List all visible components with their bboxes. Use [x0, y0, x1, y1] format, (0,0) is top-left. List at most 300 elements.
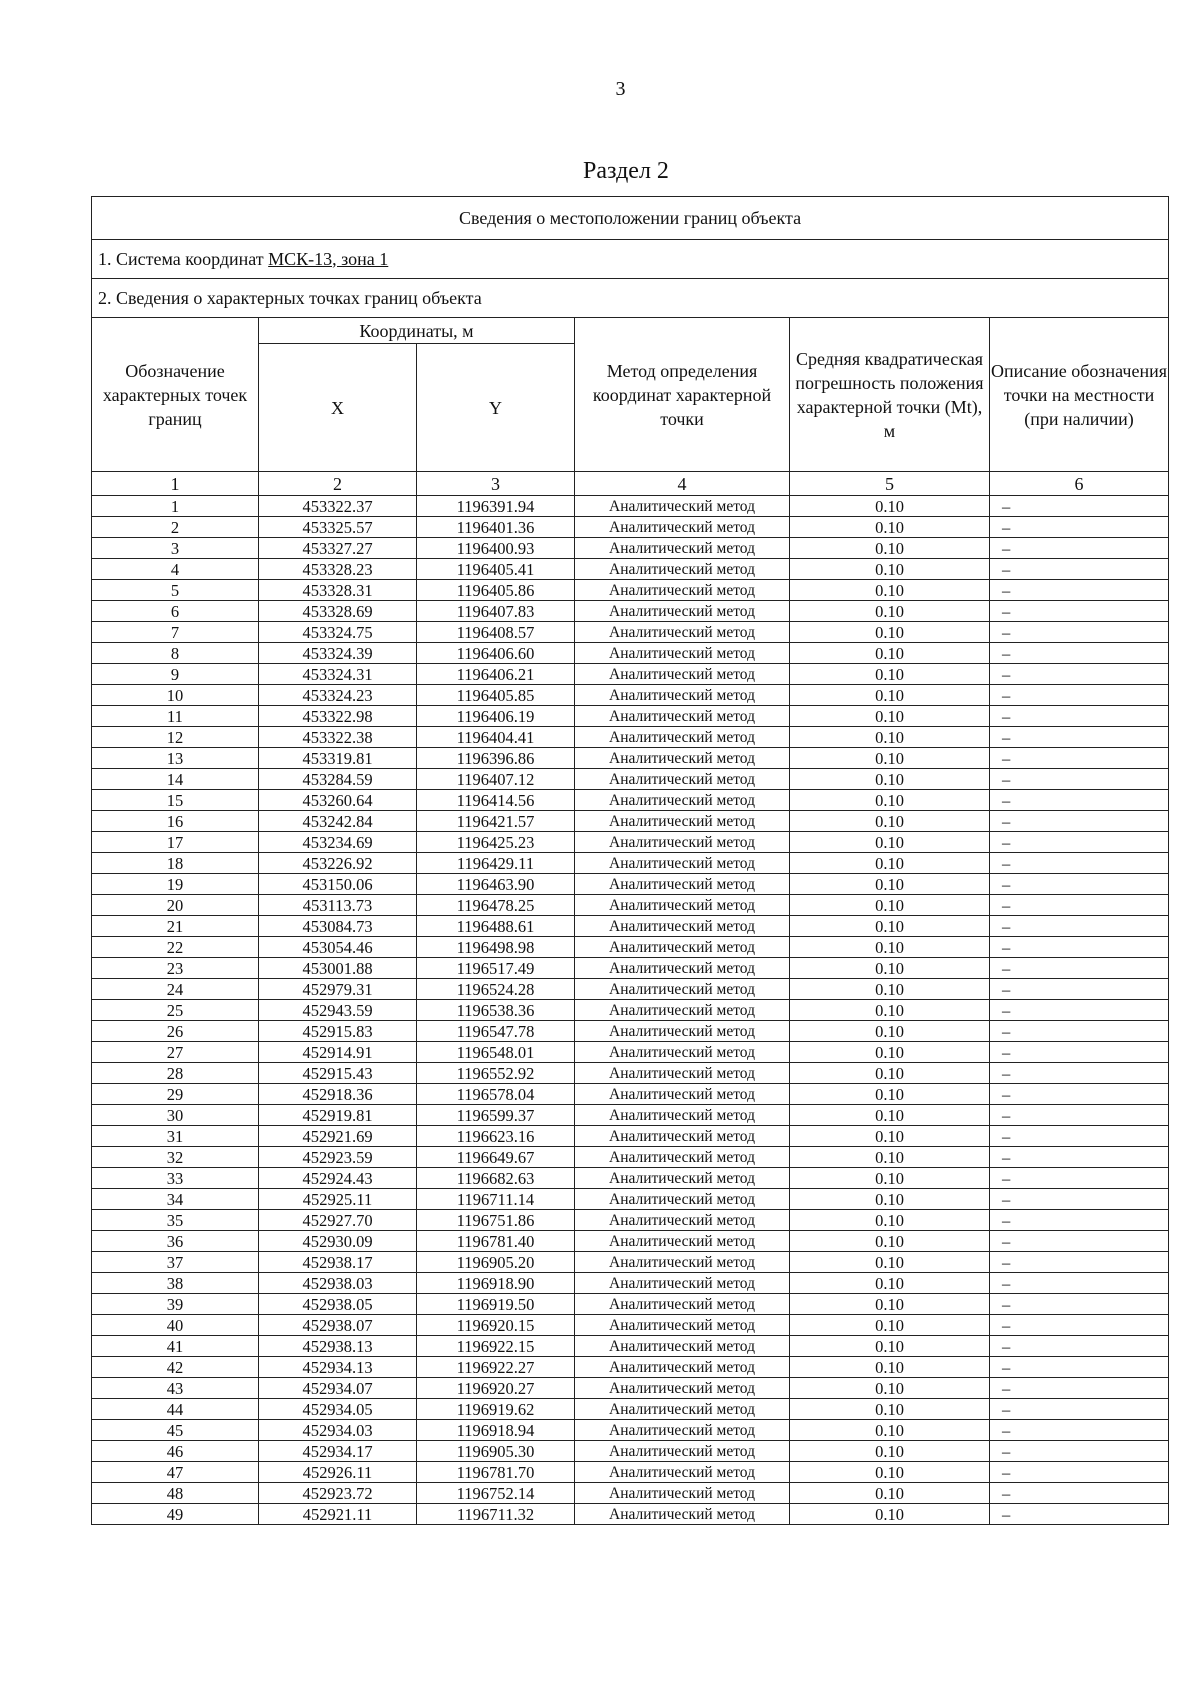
point-number-cell: 31 [92, 1126, 259, 1147]
description-cell: – [990, 559, 1169, 580]
x-coordinate-cell: 453328.31 [259, 580, 417, 601]
table-row [92, 1357, 1169, 1378]
method-cell: Аналитический метод [575, 1462, 790, 1483]
point-number-cell: 23 [92, 958, 259, 979]
point-number-cell: 33 [92, 1168, 259, 1189]
y-coordinate-cell: 1196919.50 [417, 1294, 575, 1315]
method-cell: Аналитический метод [575, 580, 790, 601]
error-cell: 0.10 [790, 706, 990, 727]
method-cell: Аналитический метод [575, 1273, 790, 1294]
point-number-cell: 5 [92, 580, 259, 601]
error-cell: 0.10 [790, 1336, 990, 1357]
error-cell: 0.10 [790, 748, 990, 769]
method-cell: Аналитический метод [575, 517, 790, 538]
description-cell: – [990, 1504, 1169, 1525]
y-coordinate-cell: 1196547.78 [417, 1021, 575, 1042]
point-number-cell: 12 [92, 727, 259, 748]
description-cell: – [990, 622, 1169, 643]
x-coordinate-cell: 452938.13 [259, 1336, 417, 1357]
point-number-cell: 25 [92, 1000, 259, 1021]
error-cell: 0.10 [790, 1483, 990, 1504]
error-cell: 0.10 [790, 916, 990, 937]
table-row [92, 1126, 1169, 1147]
table-row [92, 1441, 1169, 1462]
table-row [92, 1399, 1169, 1420]
y-coordinate-cell: 1196752.14 [417, 1483, 575, 1504]
table-row [92, 1231, 1169, 1252]
error-cell: 0.10 [790, 1378, 990, 1399]
x-coordinate-cell: 453319.81 [259, 748, 417, 769]
y-coordinate-cell: 1196517.49 [417, 958, 575, 979]
y-coordinate-cell: 1196623.16 [417, 1126, 575, 1147]
table-row [92, 1483, 1169, 1504]
table-row [92, 643, 1169, 664]
y-coordinate-cell: 1196407.12 [417, 769, 575, 790]
point-number-cell: 28 [92, 1063, 259, 1084]
x-coordinate-cell: 453322.98 [259, 706, 417, 727]
y-coordinate-cell: 1196578.04 [417, 1084, 575, 1105]
method-cell: Аналитический метод [575, 769, 790, 790]
point-number-cell: 17 [92, 832, 259, 853]
x-coordinate-cell: 453328.69 [259, 601, 417, 622]
x-coordinate-cell: 452914.91 [259, 1042, 417, 1063]
x-coordinate-cell: 453234.69 [259, 832, 417, 853]
description-cell: – [990, 790, 1169, 811]
method-cell: Аналитический метод [575, 1042, 790, 1063]
point-number-cell: 14 [92, 769, 259, 790]
method-cell: Аналитический метод [575, 559, 790, 580]
error-cell: 0.10 [790, 832, 990, 853]
description-cell: – [990, 664, 1169, 685]
description-cell: – [990, 1420, 1169, 1441]
x-coordinate-cell: 453327.27 [259, 538, 417, 559]
method-cell: Аналитический метод [575, 1084, 790, 1105]
x-coordinate-cell: 452915.43 [259, 1063, 417, 1084]
x-coordinate-cell: 453054.46 [259, 937, 417, 958]
table-row [92, 517, 1169, 538]
point-number-cell: 10 [92, 685, 259, 706]
method-cell: Аналитический метод [575, 958, 790, 979]
point-number-cell: 9 [92, 664, 259, 685]
description-cell: – [990, 937, 1169, 958]
table-row [92, 727, 1169, 748]
description-cell: – [990, 580, 1169, 601]
x-coordinate-cell: 452919.81 [259, 1105, 417, 1126]
error-cell: 0.10 [790, 559, 990, 580]
table-row [92, 895, 1169, 916]
x-coordinate-cell: 452934.17 [259, 1441, 417, 1462]
description-cell: – [990, 517, 1169, 538]
method-cell: Аналитический метод [575, 1168, 790, 1189]
x-coordinate-cell: 453226.92 [259, 853, 417, 874]
table-row [92, 958, 1169, 979]
error-cell: 0.10 [790, 1462, 990, 1483]
column-number: 2 [259, 472, 417, 496]
point-number-cell: 36 [92, 1231, 259, 1252]
table-row [92, 1210, 1169, 1231]
point-number-cell: 8 [92, 643, 259, 664]
method-cell: Аналитический метод [575, 1357, 790, 1378]
table-row [92, 1273, 1169, 1294]
point-number-cell: 43 [92, 1378, 259, 1399]
error-cell: 0.10 [790, 811, 990, 832]
method-cell: Аналитический метод [575, 874, 790, 895]
x-coordinate-cell: 452938.07 [259, 1315, 417, 1336]
point-number-cell: 38 [92, 1273, 259, 1294]
y-coordinate-cell: 1196918.90 [417, 1273, 575, 1294]
y-coordinate-cell: 1196711.14 [417, 1189, 575, 1210]
section-title: Раздел 2 [583, 158, 669, 184]
description-cell: – [990, 1336, 1169, 1357]
y-coordinate-cell: 1196781.40 [417, 1231, 575, 1252]
error-cell: 0.10 [790, 622, 990, 643]
x-coordinate-cell: 453322.37 [259, 496, 417, 517]
y-coordinate-cell: 1196548.01 [417, 1042, 575, 1063]
y-coordinate-cell: 1196391.94 [417, 496, 575, 517]
x-coordinate-cell: 452915.83 [259, 1021, 417, 1042]
description-cell: – [990, 874, 1169, 895]
point-number-cell: 27 [92, 1042, 259, 1063]
x-coordinate-cell: 453324.39 [259, 643, 417, 664]
x-coordinate-cell: 453242.84 [259, 811, 417, 832]
x-coordinate-cell: 452934.13 [259, 1357, 417, 1378]
coordinate-system-label: 1. Система координат [98, 248, 264, 269]
error-cell: 0.10 [790, 1294, 990, 1315]
error-cell: 0.10 [790, 1084, 990, 1105]
method-cell: Аналитический метод [575, 1189, 790, 1210]
table-row [92, 1504, 1169, 1525]
point-number-cell: 18 [92, 853, 259, 874]
description-cell: – [990, 811, 1169, 832]
y-coordinate-cell: 1196922.27 [417, 1357, 575, 1378]
x-coordinate-cell: 452923.59 [259, 1147, 417, 1168]
x-coordinate-cell: 452934.03 [259, 1420, 417, 1441]
point-number-cell: 16 [92, 811, 259, 832]
description-cell: – [990, 1252, 1169, 1273]
method-cell: Аналитический метод [575, 1147, 790, 1168]
error-header: Средняя квадратическая погрешность положения характерной точки (Mt), м [790, 318, 990, 472]
y-coordinate-cell: 1196405.85 [417, 685, 575, 706]
table-row [92, 1294, 1169, 1315]
error-cell: 0.10 [790, 1000, 990, 1021]
table-row [92, 580, 1169, 601]
description-cell: – [990, 853, 1169, 874]
description-cell: – [990, 748, 1169, 769]
y-coordinate-cell: 1196396.86 [417, 748, 575, 769]
method-cell: Аналитический метод [575, 1378, 790, 1399]
error-cell: 0.10 [790, 1441, 990, 1462]
description-cell: – [990, 1399, 1169, 1420]
table-row [92, 664, 1169, 685]
x-coordinate-cell: 453150.06 [259, 874, 417, 895]
error-cell: 0.10 [790, 517, 990, 538]
point-number-cell: 3 [92, 538, 259, 559]
description-cell: – [990, 1189, 1169, 1210]
table-row [92, 706, 1169, 727]
point-number-cell: 34 [92, 1189, 259, 1210]
y-coordinate-cell: 1196425.23 [417, 832, 575, 853]
table-row [92, 1063, 1169, 1084]
method-cell: Аналитический метод [575, 811, 790, 832]
table-row [92, 979, 1169, 1000]
table-row [92, 916, 1169, 937]
x-coordinate-cell: 452930.09 [259, 1231, 417, 1252]
y-coordinate-cell: 1196406.21 [417, 664, 575, 685]
method-cell: Аналитический метод [575, 1252, 790, 1273]
error-cell: 0.10 [790, 790, 990, 811]
description-cell: – [990, 1315, 1169, 1336]
table-row [92, 790, 1169, 811]
error-cell: 0.10 [790, 1357, 990, 1378]
y-coordinate-cell: 1196781.70 [417, 1462, 575, 1483]
method-cell: Аналитический метод [575, 748, 790, 769]
method-cell: Аналитический метод [575, 1315, 790, 1336]
error-cell: 0.10 [790, 664, 990, 685]
description-cell: – [990, 958, 1169, 979]
error-cell: 0.10 [790, 580, 990, 601]
x-coordinate-cell: 453324.75 [259, 622, 417, 643]
method-cell: Аналитический метод [575, 1336, 790, 1357]
y-header: Y [417, 344, 575, 472]
description-cell: – [990, 1105, 1169, 1126]
error-cell: 0.10 [790, 1252, 990, 1273]
description-cell: – [990, 1378, 1169, 1399]
method-cell: Аналитический метод [575, 790, 790, 811]
error-cell: 0.10 [790, 895, 990, 916]
error-cell: 0.10 [790, 538, 990, 559]
point-number-cell: 2 [92, 517, 259, 538]
page-number: 3 [615, 78, 626, 100]
table-row [92, 1168, 1169, 1189]
point-number-cell: 37 [92, 1252, 259, 1273]
table-row [92, 874, 1169, 895]
table-row [92, 1189, 1169, 1210]
error-cell: 0.10 [790, 1315, 990, 1336]
description-cell: – [990, 1273, 1169, 1294]
x-coordinate-cell: 452927.70 [259, 1210, 417, 1231]
table-row [92, 1315, 1169, 1336]
description-cell: – [990, 1357, 1169, 1378]
error-cell: 0.10 [790, 1504, 990, 1525]
description-cell: – [990, 769, 1169, 790]
error-cell: 0.10 [790, 1042, 990, 1063]
y-coordinate-cell: 1196711.32 [417, 1504, 575, 1525]
method-cell: Аналитический метод [575, 622, 790, 643]
point-number-cell: 47 [92, 1462, 259, 1483]
y-coordinate-cell: 1196407.83 [417, 601, 575, 622]
error-cell: 0.10 [790, 496, 990, 517]
x-coordinate-cell: 453113.73 [259, 895, 417, 916]
method-cell: Аналитический метод [575, 937, 790, 958]
point-number-cell: 42 [92, 1357, 259, 1378]
method-cell: Аналитический метод [575, 1210, 790, 1231]
point-number-cell: 24 [92, 979, 259, 1000]
point-number-cell: 4 [92, 559, 259, 580]
x-coordinate-cell: 452926.11 [259, 1462, 417, 1483]
error-cell: 0.10 [790, 937, 990, 958]
point-number-cell: 41 [92, 1336, 259, 1357]
description-cell: – [990, 1483, 1169, 1504]
y-coordinate-cell: 1196463.90 [417, 874, 575, 895]
y-coordinate-cell: 1196405.41 [417, 559, 575, 580]
point-number-cell: 13 [92, 748, 259, 769]
coordinate-system-line [92, 240, 1169, 279]
table-row [92, 937, 1169, 958]
error-cell: 0.10 [790, 601, 990, 622]
error-cell: 0.10 [790, 769, 990, 790]
y-coordinate-cell: 1196414.56 [417, 790, 575, 811]
description-cell: – [990, 1441, 1169, 1462]
x-coordinate-cell: 452938.03 [259, 1273, 417, 1294]
error-cell: 0.10 [790, 1420, 990, 1441]
y-coordinate-cell: 1196918.94 [417, 1420, 575, 1441]
error-cell: 0.10 [790, 1063, 990, 1084]
x-coordinate-cell: 452938.17 [259, 1252, 417, 1273]
table-row [92, 748, 1169, 769]
y-coordinate-cell: 1196922.15 [417, 1336, 575, 1357]
x-coordinate-cell: 453084.73 [259, 916, 417, 937]
point-number-cell: 21 [92, 916, 259, 937]
description-cell: – [990, 1147, 1169, 1168]
points-heading: 2. Сведения о характерных точках границ объекта [92, 279, 1169, 318]
y-coordinate-cell: 1196599.37 [417, 1105, 575, 1126]
error-cell: 0.10 [790, 874, 990, 895]
y-coordinate-cell: 1196405.86 [417, 580, 575, 601]
point-number-cell: 29 [92, 1084, 259, 1105]
method-cell: Аналитический метод [575, 1000, 790, 1021]
table-row [92, 1420, 1169, 1441]
y-coordinate-cell: 1196682.63 [417, 1168, 575, 1189]
x-coordinate-cell: 452934.07 [259, 1378, 417, 1399]
method-cell: Аналитический метод [575, 1105, 790, 1126]
method-header: Метод определения координат характерной точки [575, 318, 790, 472]
method-cell: Аналитический метод [575, 706, 790, 727]
x-coordinate-cell: 452979.31 [259, 979, 417, 1000]
method-cell: Аналитический метод [575, 1021, 790, 1042]
description-cell: – [990, 832, 1169, 853]
description-cell: – [990, 1231, 1169, 1252]
method-cell: Аналитический метод [575, 1441, 790, 1462]
x-coordinate-cell: 453001.88 [259, 958, 417, 979]
method-cell: Аналитический метод [575, 979, 790, 1000]
y-coordinate-cell: 1196406.60 [417, 643, 575, 664]
x-coordinate-cell: 453328.23 [259, 559, 417, 580]
description-cell: – [990, 979, 1169, 1000]
table-row [92, 622, 1169, 643]
method-cell: Аналитический метод [575, 1420, 790, 1441]
x-coordinate-cell: 453324.31 [259, 664, 417, 685]
column-number: 4 [575, 472, 790, 496]
table-row [92, 1000, 1169, 1021]
y-coordinate-cell: 1196401.36 [417, 517, 575, 538]
x-coordinate-cell: 452923.72 [259, 1483, 417, 1504]
method-cell: Аналитический метод [575, 685, 790, 706]
error-cell: 0.10 [790, 853, 990, 874]
table-row [92, 811, 1169, 832]
y-coordinate-cell: 1196498.98 [417, 937, 575, 958]
method-cell: Аналитический метод [575, 916, 790, 937]
description-cell: – [990, 685, 1169, 706]
y-coordinate-cell: 1196400.93 [417, 538, 575, 559]
description-cell: – [990, 538, 1169, 559]
method-cell: Аналитический метод [575, 1126, 790, 1147]
table-row [92, 1105, 1169, 1126]
point-number-cell: 44 [92, 1399, 259, 1420]
point-number-cell: 49 [92, 1504, 259, 1525]
point-number-cell: 45 [92, 1420, 259, 1441]
description-cell: – [990, 1084, 1169, 1105]
y-coordinate-cell: 1196429.11 [417, 853, 575, 874]
error-cell: 0.10 [790, 1399, 990, 1420]
method-cell: Аналитический метод [575, 538, 790, 559]
table-row [92, 1147, 1169, 1168]
y-coordinate-cell: 1196920.27 [417, 1378, 575, 1399]
method-cell: Аналитический метод [575, 1063, 790, 1084]
column-number: 6 [990, 472, 1169, 496]
method-cell: Аналитический метод [575, 1504, 790, 1525]
point-number-cell: 30 [92, 1105, 259, 1126]
error-cell: 0.10 [790, 685, 990, 706]
error-cell: 0.10 [790, 1273, 990, 1294]
point-designation-header: Обозначение характерных точек границ [92, 318, 259, 472]
point-number-cell: 26 [92, 1021, 259, 1042]
point-number-cell: 7 [92, 622, 259, 643]
y-coordinate-cell: 1196488.61 [417, 916, 575, 937]
point-number-cell: 22 [92, 937, 259, 958]
description-cell: – [990, 1462, 1169, 1483]
y-coordinate-cell: 1196905.20 [417, 1252, 575, 1273]
description-cell: – [990, 1294, 1169, 1315]
point-number-cell: 46 [92, 1441, 259, 1462]
description-cell: – [990, 1042, 1169, 1063]
table-row [92, 832, 1169, 853]
error-cell: 0.10 [790, 1210, 990, 1231]
point-number-cell: 19 [92, 874, 259, 895]
table-row [92, 1462, 1169, 1483]
y-coordinate-cell: 1196478.25 [417, 895, 575, 916]
error-cell: 0.10 [790, 958, 990, 979]
method-cell: Аналитический метод [575, 1399, 790, 1420]
description-cell: – [990, 727, 1169, 748]
y-coordinate-cell: 1196524.28 [417, 979, 575, 1000]
x-coordinate-cell: 452918.36 [259, 1084, 417, 1105]
description-cell: – [990, 601, 1169, 622]
table-row [92, 1021, 1169, 1042]
error-cell: 0.10 [790, 1189, 990, 1210]
table-row [92, 1336, 1169, 1357]
column-number: 3 [417, 472, 575, 496]
y-coordinate-cell: 1196751.86 [417, 1210, 575, 1231]
table-row [92, 1252, 1169, 1273]
x-coordinate-cell: 452924.43 [259, 1168, 417, 1189]
y-coordinate-cell: 1196421.57 [417, 811, 575, 832]
description-cell: – [990, 916, 1169, 937]
description-cell: – [990, 706, 1169, 727]
y-coordinate-cell: 1196920.15 [417, 1315, 575, 1336]
description-cell: – [990, 1210, 1169, 1231]
x-coordinate-cell: 453322.38 [259, 727, 417, 748]
description-cell: – [990, 1126, 1169, 1147]
x-coordinate-cell: 453260.64 [259, 790, 417, 811]
point-number-cell: 32 [92, 1147, 259, 1168]
x-coordinate-cell: 452921.11 [259, 1504, 417, 1525]
description-cell: – [990, 496, 1169, 517]
method-cell: Аналитический метод [575, 1294, 790, 1315]
x-coordinate-cell: 452934.05 [259, 1399, 417, 1420]
error-cell: 0.10 [790, 1105, 990, 1126]
point-number-cell: 6 [92, 601, 259, 622]
point-number-cell: 11 [92, 706, 259, 727]
